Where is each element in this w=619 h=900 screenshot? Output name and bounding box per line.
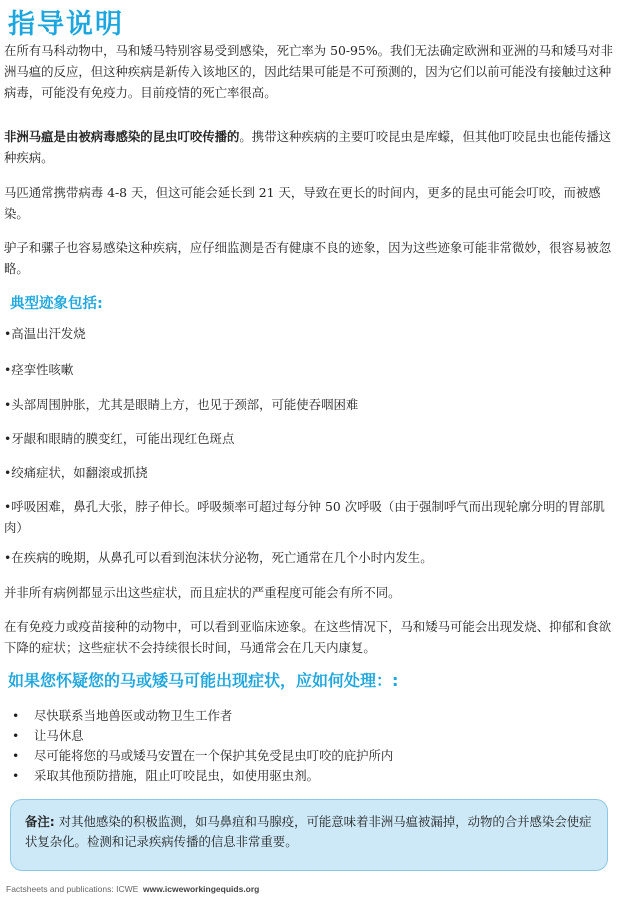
intro-paragraph-incubation: 马匹通常携带病毒 4-8 天，但这可能会延长到 21 天，导致在更长的时间内，更多的昆虫可能会叮咬，而被感染。 [4,185,601,221]
sign-item: •呼吸困难，鼻孔大张，脖子伸长。呼吸频率可超过每分钟 50 次呼吸（由于强制呼气而出现轮廓分明的胃部肌肉） [4,499,605,535]
footer-text: Factsheets and publications: ICWE [6,884,139,894]
sign-item: •牙龈和眼睛的膜变红，可能出现红色斑点 [4,431,235,446]
footer [6,884,259,894]
note-callout [10,799,608,871]
action-text: 让马休息 [34,728,84,743]
signs-subclinical-note: 在有免疫力或疫苗接种的动物中，可以看到亚临床迹象。在这些情况下，马和矮马可能会出现发烧、抑郁和食欲下降的症状；这些症状不会持续很长时间，马通常会在几天内康复。 [4,619,612,655]
sign-item: •头部周围肿胀，尤其是眼睛上方，也见于颈部，可能使吞咽困难 [4,397,359,412]
action-text: 尽快联系当地兽医或动物卫生工作者 [34,708,233,723]
sign-item: •痉挛性咳嗽 [4,362,74,377]
footer-url-link[interactable]: www.icweworkingequids.org [143,884,260,894]
intro-paragraph-mortality: 在所有马科动物中，马和矮马特别容易受到感染，死亡率为 50-95%。我们无法确定欧洲和亚洲的马和矮马对非洲马瘟的反应，但这种疾病是新传入该地区的，因此结果可能是不可预测的，因为它们以前可能没有接触过这种病毒，可能没有免疫力。目前疫情的死亡率很高。 [4,43,614,100]
sign-item: •在疾病的晚期，从鼻孔可以看到泡沫状分泌物，死亡通常在几个小时内发生。 [4,550,433,565]
actions-list [12,706,393,786]
action-text: 尽可能将您的马或矮马安置在一个保护其免受昆虫叮咬的庇护所内 [34,748,394,763]
signs-heading: 典型迹象包括: [10,296,103,312]
action-item [12,706,393,726]
page-title: 指导说明 [8,9,124,40]
action-item [12,746,393,766]
bullet: • [12,748,20,763]
bullet: • [12,768,20,783]
action-text: 采取其他预防措施，阻止叮咬昆虫，如使用驱虫剂。 [34,768,319,783]
note-text: 对其他感染的积极监测，如马鼻疽和马腺疫，可能意味着非洲马瘟被漏掉，动物的合并感染会使症状复杂化。检测和记录疾病传播的信息非常重要。 [25,814,592,849]
note-label: 备注: [25,814,55,829]
intro-paragraph-transmission [4,126,615,168]
signs-variability-note: 并非所有病例都显示出这些症状，而且症状的严重程度可能会有所不同。 [4,585,401,600]
transmission-emphasis: 非洲马瘟是由被病毒感染的昆虫叮咬传播的 [4,129,240,144]
sign-item: •绞痛症状，如翻滚或抓挠 [4,465,148,480]
sign-item: •高温出汗发烧 [4,326,86,341]
intro-paragraph-donkeys: 驴子和骡子也容易感染这种疾病，应仔细监测是否有健康不良的迹象，因为这些迹象可能非常微妙，很容易被忽略。 [4,240,612,276]
action-item [12,766,393,786]
action-item [12,726,393,746]
actions-heading: 如果您怀疑您的马或矮马可能出现症状，应如何处理：: [8,671,399,690]
bullet: • [12,728,20,743]
bullet: • [12,708,20,723]
transmission-detail: 。携带这种疾病的主要叮咬昆虫是库蠓，但其他叮咬昆虫也能传播这种疾病。 [4,129,612,165]
